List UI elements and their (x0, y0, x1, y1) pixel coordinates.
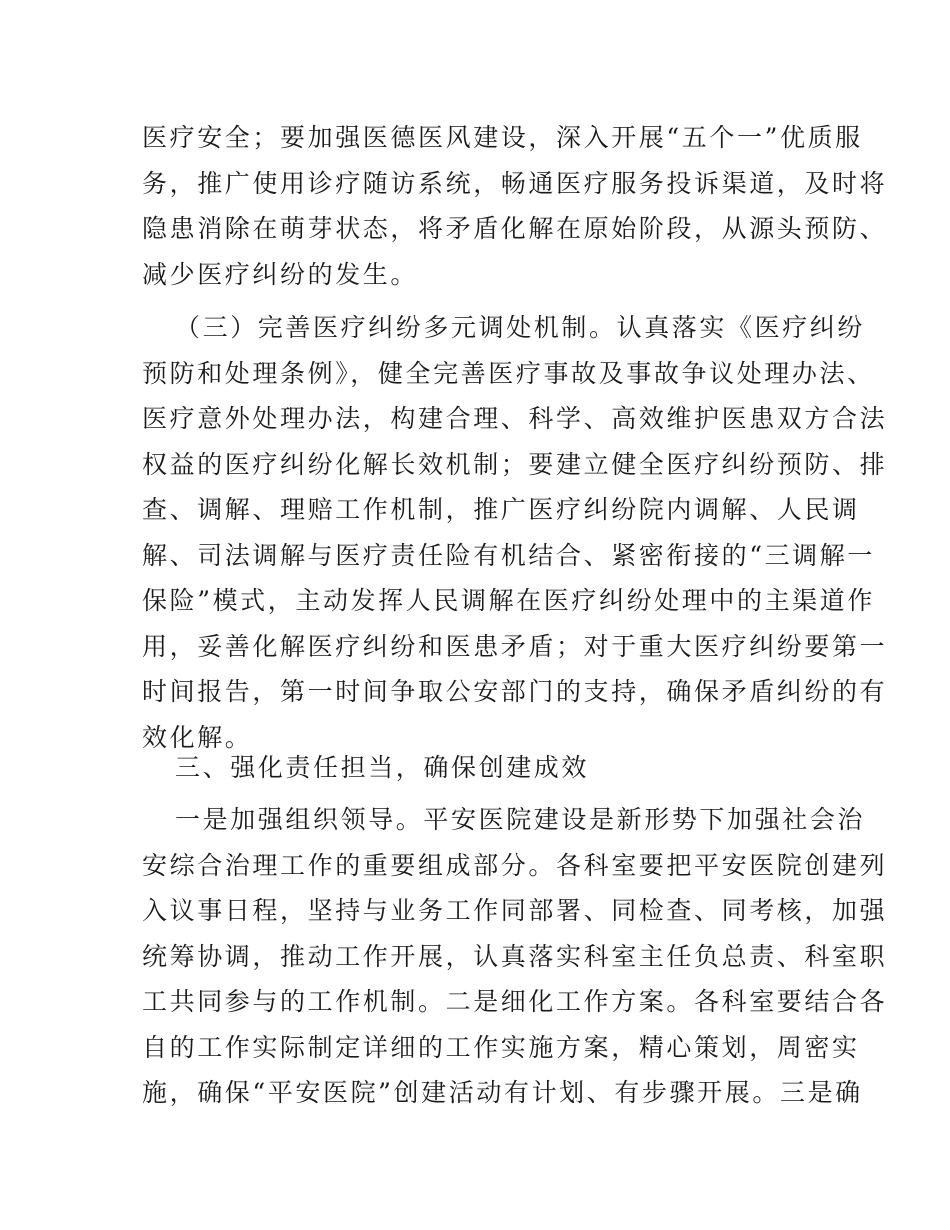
text-line: 工共同参与的工作机制。二是细化工作方案。各科室要结合各 (142, 987, 888, 1016)
paragraph-1 (142, 115, 888, 297)
text-line: 务，推广使用诊疗随访系统，畅通医疗服务投诉渠道，及时将 (142, 168, 888, 198)
text-line: 查、调解、理赔工作机制，推广医疗纠纷院内调解、人民调 (142, 495, 860, 524)
section-heading-text: 三、强化责任担当，确保创建成效 (175, 753, 590, 782)
paragraph-2 (142, 305, 888, 760)
text-line: 时间报告，第一时间争取公安部门的支持，确保矛盾纠纷的有 (142, 677, 888, 706)
text-line: 安综合治理工作的重要组成部分。各科室要把平安医院创建列 (142, 850, 888, 880)
text-line: 一是加强组织领导。平安医院建设是新形势下加强社会治 (175, 805, 866, 834)
text-line: 解、司法调解与医疗责任险有机结合、紧密衔接的“三调解一 (142, 540, 875, 570)
text-line: 隐患消除在萌芽状态，将矛盾化解在原始阶段，从源头预防、 (142, 214, 888, 243)
text-line: 入议事日程，坚持与业务工作同部署、同检查、同考核，加强 (142, 896, 888, 925)
paragraph-3 (142, 797, 888, 1116)
text-line: （三）完善医疗纠纷多元调处机制。认真落实《医疗纠纷 (175, 313, 866, 342)
text-line: 减少医疗纠纷的发生。 (142, 259, 419, 289)
text-line: 统筹协调，推动工作开展，认真落实科室主任负总责、科室职 (142, 941, 888, 971)
text-line: 用，妥善化解医疗纠纷和医患矛盾；对于重大医疗纠纷要第一 (142, 631, 888, 661)
text-line: 权益的医疗纠纷化解长效机制；要建立健全医疗纠纷预防、排 (142, 449, 888, 479)
section-heading (142, 745, 812, 791)
text-line: 效化解。 (142, 722, 253, 752)
text-line: 保险”模式，主动发挥人民调解在医疗纠纷处理中的主渠道作 (142, 586, 875, 615)
text-line: 医疗意外处理办法，构建合理、科学、高效维护医患双方合法 (142, 404, 888, 433)
text-line: 自的工作实际制定详细的工作实施方案，精心策划，周密实 (142, 1032, 860, 1062)
text-line: 施，确保“平安医院”创建活动有计划、有步骤开展。三是确 (142, 1078, 863, 1107)
text-line: 预防和处理条例》，健全完善医疗事故及事故争议处理办法、 (142, 358, 875, 388)
text-line: 医疗安全；要加强医德医风建设，深入开展“五个一”优质服 (142, 123, 863, 152)
